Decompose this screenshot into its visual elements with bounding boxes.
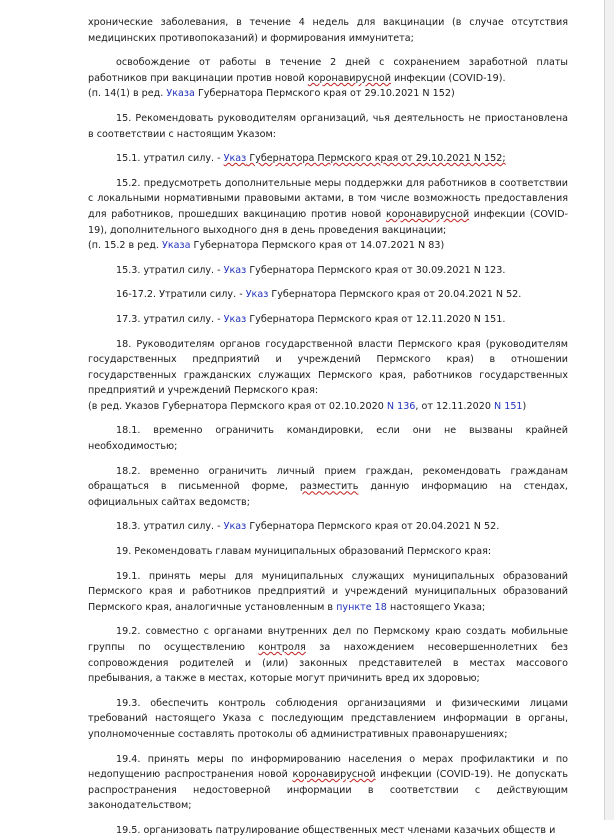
decree-link-151[interactable]: N 151	[494, 400, 523, 412]
paragraph-19-4: 19.4. принять меры по информированию населения о мерах профилактики и по недопущению распространения новой коронавирусной инфекции (COVID-19). Не допускать распространения недостоверной информации в соответствии с действующим законодательством;	[88, 753, 568, 812]
paragraph-continuation: хронические заболевания, в течение 4 недель для вакцинации (в случае отсутствия медицинских противопоказаний) и формирования иммунитета;	[88, 17, 568, 44]
paragraph-19: 19. Рекомендовать главам муниципальных образований Пермского края:	[116, 546, 492, 558]
note-14-1: (п. 14(1) в ред. Указа Губернатора Пермского края от 29.10.2021 N 152)	[88, 88, 455, 100]
decree-link[interactable]: Указа	[166, 88, 195, 100]
paragraph-15-2: 15.2. предусмотреть дополнительные меры поддержки для работников в соответствии с локальными нормативными правовыми актами, в том числе возможность предоставления для работников, прошедших вакцинацию против новой коронавирусной инфекции (COVID-19), дополнительного выходного дня в день проведения вакцинации;	[88, 177, 568, 236]
note-18: (в ред. Указов Губернатора Пермского края от 02.10.2020 N 136, от 12.11.2020 N 151)	[88, 400, 527, 412]
paragraph-18-3: 18.3. утратил силу. - Указ Губернатора Пермского края от 20.04.2021 N 52.	[116, 521, 500, 533]
paragraph-release-from-work: освобождение от работы в течение 2 дней с сохранением заработной платы работников при вакцинации против новой коронавирусной инфекции (COVID-19).	[88, 57, 568, 84]
item-18-link[interactable]: пункте 18	[336, 601, 387, 613]
paragraph-16-17-2: 16-17.2. Утратили силу. - Указ Губернатора Пермского края от 20.04.2021 N 52.	[116, 289, 522, 301]
paragraph-15-3: 15.3. утратил силу. - Указ Губернатора Пермского края от 30.09.2021 N 123.	[116, 264, 506, 276]
decree-link[interactable]: Указ	[223, 153, 247, 165]
paragraph-19-3: 19.3. обеспечить контроль соблюдения организациями и физическими лицами требований настоящего Указа с последующим представлением информации в органы, уполномоченные составлять протоколы об административных правонарушениях;	[88, 697, 568, 740]
paragraph-19-1: 19.1. принять меры для муниципальных служащих муниципальных образований Пермского края и работников предприятий и учреждений муниципальных образований Пермского края, аналогичные установленным в пункте 18 настоящего Указа;	[88, 570, 568, 613]
decree-link-136[interactable]: N 136	[386, 400, 416, 412]
paragraph-15: 15. Рекомендовать руководителям организаций, чья деятельность не приостановлена в соответствии с настоящим Указом:	[88, 112, 568, 140]
decree-link[interactable]: Указ	[223, 521, 247, 533]
paragraph-15-1: 15.1. утратил силу. - Указ Губернатора Пермского края от 29.10.2021 N 152;	[116, 153, 506, 165]
paragraph-19-5: 19.5. организовать патрулирование общественных мест членами казачьих обществ и	[116, 824, 556, 836]
decree-link[interactable]: Указ	[223, 313, 247, 325]
paragraph-17-3: 17.3. утратил силу. - Указ Губернатора Пермского края от 12.11.2020 N 151.	[116, 313, 506, 325]
decree-link[interactable]: Указа	[161, 240, 191, 252]
decree-link[interactable]: Указ	[223, 264, 247, 276]
paragraph-18: 18. Руководителям органов государственной власти Пермского края (руководителям государственных предприятий и учреждений Пермского края) в отношении государственных гражданских служащих Пермского края, работников государственных предприятий и учреждений Пермского края:	[88, 338, 568, 397]
document-body	[88, 0, 568, 839]
decree-link[interactable]: Указ	[245, 289, 269, 301]
paragraph-18-2: 18.2. временно ограничить личный прием граждан, рекомендовать гражданам обращаться в письменной форме, разместить данную информацию на стендах, официальных сайтах ведомств;	[88, 465, 568, 508]
paragraph-19-2: 19.2. совместно с органами внутренних дел по Пермскому краю создать мобильные группы по осуществлению контроля за нахождением несовершеннолетних без сопровождения родителей и (или) законных представителей в местах массового пребывания, а также в местах, которые могут причинить вред их здоровью;	[88, 626, 568, 685]
note-15-2: (п. 15.2 в ред. Указа Губернатора Пермского края от 14.07.2021 N 83)	[88, 240, 445, 252]
page-edge	[604, 0, 614, 820]
paragraph-18-1: 18.1. временно ограничить командировки, если они не вызваны крайней необходимостью;	[88, 425, 568, 453]
